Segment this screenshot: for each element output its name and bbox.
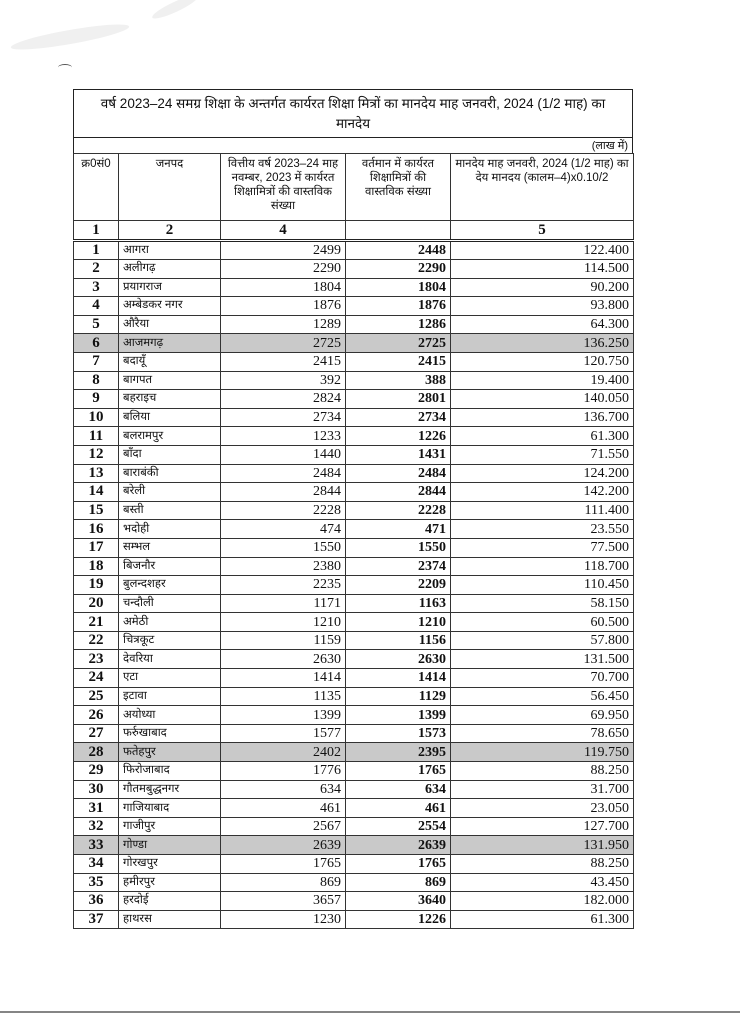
district-cell: अमेठी xyxy=(119,613,221,632)
nov-count-cell: 1765 xyxy=(221,855,346,874)
amount-cell: 136.250 xyxy=(451,334,634,353)
district-cell: बरेली xyxy=(119,483,221,502)
current-count-cell: 2395 xyxy=(346,743,451,762)
table-row xyxy=(74,873,634,892)
district-cell: बिजनौर xyxy=(119,557,221,576)
table-header-row xyxy=(74,154,634,221)
district-cell: फतेहपुर xyxy=(119,743,221,762)
serial-number-cell: 26 xyxy=(74,706,119,725)
serial-number-cell: 5 xyxy=(74,315,119,334)
nov-count-cell: 1399 xyxy=(221,706,346,725)
table-row xyxy=(74,650,634,669)
current-count-cell: 1550 xyxy=(346,538,451,557)
serial-number-cell: 6 xyxy=(74,334,119,353)
serial-number-cell: 18 xyxy=(74,557,119,576)
serial-number-cell: 20 xyxy=(74,594,119,613)
header-nov-count: वित्तीय वर्ष 2023–24 माह नवम्बर, 2023 में कार्यरत शिक्षामित्रों की वास्तविक संख्या xyxy=(221,154,346,221)
table-row xyxy=(74,594,634,613)
table-row xyxy=(74,855,634,874)
district-cell: औरैया xyxy=(119,315,221,334)
amount-cell: 57.800 xyxy=(451,631,634,650)
amount-cell: 70.700 xyxy=(451,669,634,688)
district-cell: गाजीपुर xyxy=(119,817,221,836)
nov-count-cell: 2484 xyxy=(221,464,346,483)
nov-count-cell: 1776 xyxy=(221,762,346,781)
amount-cell: 19.400 xyxy=(451,371,634,390)
table-row xyxy=(74,390,634,409)
current-count-cell: 1226 xyxy=(346,910,451,929)
header-district: जनपद xyxy=(119,154,221,221)
table-row xyxy=(74,706,634,725)
column-number: 4 xyxy=(221,221,346,241)
district-cell: गौतमबुद्धनगर xyxy=(119,780,221,799)
current-count-cell: 1399 xyxy=(346,706,451,725)
current-count-cell: 2801 xyxy=(346,390,451,409)
current-count-cell: 2290 xyxy=(346,260,451,279)
table-row xyxy=(74,762,634,781)
current-count-cell: 388 xyxy=(346,371,451,390)
table-body xyxy=(74,241,634,929)
district-cell: गाजियाबाद xyxy=(119,799,221,818)
serial-number-cell: 36 xyxy=(74,892,119,911)
header-current-count: वर्तमान में कार्यरत शिक्षामित्रों की वास्तविक संख्या xyxy=(346,154,451,221)
nov-count-cell: 1440 xyxy=(221,445,346,464)
nov-count-cell: 2630 xyxy=(221,650,346,669)
serial-number-cell: 8 xyxy=(74,371,119,390)
column-number: 5 xyxy=(451,221,634,241)
serial-number-cell: 10 xyxy=(74,408,119,427)
amount-cell: 136.700 xyxy=(451,408,634,427)
district-cell: बलिया xyxy=(119,408,221,427)
serial-number-cell: 12 xyxy=(74,445,119,464)
serial-number-cell: 7 xyxy=(74,352,119,371)
serial-number-cell: 14 xyxy=(74,483,119,502)
table-row xyxy=(74,743,634,762)
table-row xyxy=(74,501,634,520)
table-row xyxy=(74,557,634,576)
table-row xyxy=(74,799,634,818)
serial-number-cell: 31 xyxy=(74,799,119,818)
district-cell: बदायूँ xyxy=(119,352,221,371)
district-cell: भदोही xyxy=(119,520,221,539)
current-count-cell: 869 xyxy=(346,873,451,892)
nov-count-cell: 1159 xyxy=(221,631,346,650)
table-row xyxy=(74,427,634,446)
nov-count-cell: 1210 xyxy=(221,613,346,632)
table-row xyxy=(74,892,634,911)
scan-mark-arc xyxy=(58,64,72,71)
nov-count-cell: 2380 xyxy=(221,557,346,576)
nov-count-cell: 2567 xyxy=(221,817,346,836)
current-count-cell: 1163 xyxy=(346,594,451,613)
current-count-cell: 1156 xyxy=(346,631,451,650)
amount-cell: 31.700 xyxy=(451,780,634,799)
serial-number-cell: 30 xyxy=(74,780,119,799)
amount-cell: 43.450 xyxy=(451,873,634,892)
table-row xyxy=(74,538,634,557)
nov-count-cell: 634 xyxy=(221,780,346,799)
nov-count-cell: 2415 xyxy=(221,352,346,371)
header-amount: मानदेय माह जनवरी, 2024 (1/2 माह) का देय मानदय (कालम–4)x0.10/2 xyxy=(451,154,634,221)
amount-cell: 127.700 xyxy=(451,817,634,836)
table-row xyxy=(74,780,634,799)
amount-cell: 182.000 xyxy=(451,892,634,911)
amount-cell: 119.750 xyxy=(451,743,634,762)
header-serial: क्र0सं0 xyxy=(74,154,119,221)
amount-cell: 140.050 xyxy=(451,390,634,409)
current-count-cell: 1765 xyxy=(346,762,451,781)
amount-cell: 124.200 xyxy=(451,464,634,483)
current-count-cell: 2630 xyxy=(346,650,451,669)
table-row xyxy=(74,297,634,316)
current-count-cell: 1765 xyxy=(346,855,451,874)
table-row xyxy=(74,631,634,650)
table-row xyxy=(74,371,634,390)
nov-count-cell: 474 xyxy=(221,520,346,539)
table-row xyxy=(74,278,634,297)
current-count-cell: 2734 xyxy=(346,408,451,427)
table-row xyxy=(74,334,634,353)
district-cell: आगरा xyxy=(119,241,221,260)
table-row xyxy=(74,576,634,595)
district-cell: बाँदा xyxy=(119,445,221,464)
district-cell: बाराबंकी xyxy=(119,464,221,483)
nov-count-cell: 392 xyxy=(221,371,346,390)
current-count-cell: 1414 xyxy=(346,669,451,688)
table-row xyxy=(74,836,634,855)
serial-number-cell: 22 xyxy=(74,631,119,650)
district-cell: बागपत xyxy=(119,371,221,390)
amount-cell: 118.700 xyxy=(451,557,634,576)
table-row xyxy=(74,520,634,539)
current-count-cell: 1210 xyxy=(346,613,451,632)
current-count-cell: 2415 xyxy=(346,352,451,371)
district-cell: प्रयागराज xyxy=(119,278,221,297)
scan-smudge xyxy=(10,20,131,55)
nov-count-cell: 2235 xyxy=(221,576,346,595)
district-cell: बस्ती xyxy=(119,501,221,520)
current-count-cell: 1286 xyxy=(346,315,451,334)
nov-count-cell: 2290 xyxy=(221,260,346,279)
table-row xyxy=(74,483,634,502)
nov-count-cell: 461 xyxy=(221,799,346,818)
serial-number-cell: 13 xyxy=(74,464,119,483)
district-cell: चित्रकूट xyxy=(119,631,221,650)
current-count-cell: 2374 xyxy=(346,557,451,576)
amount-cell: 61.300 xyxy=(451,427,634,446)
district-cell: इटावा xyxy=(119,687,221,706)
district-cell: बुलन्दशहर xyxy=(119,576,221,595)
nov-count-cell: 3657 xyxy=(221,892,346,911)
current-count-cell: 2554 xyxy=(346,817,451,836)
district-cell: बलरामपुर xyxy=(119,427,221,446)
nov-count-cell: 1577 xyxy=(221,724,346,743)
column-number-row xyxy=(74,221,634,241)
nov-count-cell: 1550 xyxy=(221,538,346,557)
serial-number-cell: 1 xyxy=(74,241,119,260)
amount-cell: 71.550 xyxy=(451,445,634,464)
amount-cell: 122.400 xyxy=(451,241,634,260)
serial-number-cell: 24 xyxy=(74,669,119,688)
nov-count-cell: 2844 xyxy=(221,483,346,502)
amount-cell: 111.400 xyxy=(451,501,634,520)
current-count-cell: 461 xyxy=(346,799,451,818)
table-row xyxy=(74,352,634,371)
serial-number-cell: 17 xyxy=(74,538,119,557)
document-title: वर्ष 2023–24 समग्र शिक्षा के अन्तर्गत कार्यरत शिक्षा मित्रों का मानदेय माह जनवरी, 2024 (1/2 माह) का मानदेय xyxy=(73,89,633,137)
column-number: 1 xyxy=(74,221,119,241)
unit-note: (लाख में) xyxy=(73,137,633,153)
nov-count-cell: 1876 xyxy=(221,297,346,316)
current-count-cell: 2844 xyxy=(346,483,451,502)
serial-number-cell: 15 xyxy=(74,501,119,520)
nov-count-cell: 1414 xyxy=(221,669,346,688)
amount-cell: 110.450 xyxy=(451,576,634,595)
amount-cell: 120.750 xyxy=(451,352,634,371)
amount-cell: 114.500 xyxy=(451,260,634,279)
table-row xyxy=(74,669,634,688)
district-cell: बहराइच xyxy=(119,390,221,409)
column-number: 2 xyxy=(119,221,221,241)
column-number xyxy=(346,221,451,241)
current-count-cell: 1129 xyxy=(346,687,451,706)
nov-count-cell: 2734 xyxy=(221,408,346,427)
current-count-cell: 471 xyxy=(346,520,451,539)
district-cell: गोण्डा xyxy=(119,836,221,855)
table-row xyxy=(74,817,634,836)
district-cell: हरदोई xyxy=(119,892,221,911)
document-page xyxy=(73,89,633,929)
district-cell: अयोध्या xyxy=(119,706,221,725)
district-cell: हमीरपुर xyxy=(119,873,221,892)
amount-cell: 88.250 xyxy=(451,855,634,874)
serial-number-cell: 21 xyxy=(74,613,119,632)
current-count-cell: 1804 xyxy=(346,278,451,297)
district-cell: एटा xyxy=(119,669,221,688)
amount-cell: 131.500 xyxy=(451,650,634,669)
serial-number-cell: 11 xyxy=(74,427,119,446)
current-count-cell: 1573 xyxy=(346,724,451,743)
current-count-cell: 1876 xyxy=(346,297,451,316)
table-row xyxy=(74,241,634,260)
amount-cell: 131.950 xyxy=(451,836,634,855)
amount-cell: 23.050 xyxy=(451,799,634,818)
current-count-cell: 2725 xyxy=(346,334,451,353)
amount-cell: 56.450 xyxy=(451,687,634,706)
current-count-cell: 634 xyxy=(346,780,451,799)
amount-cell: 61.300 xyxy=(451,910,634,929)
table-row xyxy=(74,408,634,427)
serial-number-cell: 9 xyxy=(74,390,119,409)
nov-count-cell: 1135 xyxy=(221,687,346,706)
current-count-cell: 2448 xyxy=(346,241,451,260)
current-count-cell: 1226 xyxy=(346,427,451,446)
nov-count-cell: 2499 xyxy=(221,241,346,260)
serial-number-cell: 29 xyxy=(74,762,119,781)
nov-count-cell: 2639 xyxy=(221,836,346,855)
amount-cell: 88.250 xyxy=(451,762,634,781)
serial-number-cell: 34 xyxy=(74,855,119,874)
current-count-cell: 1431 xyxy=(346,445,451,464)
district-cell: फर्रुखाबाद xyxy=(119,724,221,743)
nov-count-cell: 2824 xyxy=(221,390,346,409)
serial-number-cell: 28 xyxy=(74,743,119,762)
district-cell: सम्भल xyxy=(119,538,221,557)
amount-cell: 23.550 xyxy=(451,520,634,539)
table-row xyxy=(74,315,634,334)
scan-smudge xyxy=(150,0,200,22)
amount-cell: 78.650 xyxy=(451,724,634,743)
nov-count-cell: 1230 xyxy=(221,910,346,929)
serial-number-cell: 2 xyxy=(74,260,119,279)
serial-number-cell: 32 xyxy=(74,817,119,836)
serial-number-cell: 3 xyxy=(74,278,119,297)
serial-number-cell: 27 xyxy=(74,724,119,743)
serial-number-cell: 19 xyxy=(74,576,119,595)
district-cell: देवरिया xyxy=(119,650,221,669)
district-cell: अलीगढ़ xyxy=(119,260,221,279)
table-row xyxy=(74,464,634,483)
table-row xyxy=(74,613,634,632)
nov-count-cell: 2725 xyxy=(221,334,346,353)
nov-count-cell: 869 xyxy=(221,873,346,892)
district-cell: आजमगढ़ xyxy=(119,334,221,353)
serial-number-cell: 33 xyxy=(74,836,119,855)
nov-count-cell: 1804 xyxy=(221,278,346,297)
serial-number-cell: 37 xyxy=(74,910,119,929)
district-cell: चन्दौली xyxy=(119,594,221,613)
nov-count-cell: 2402 xyxy=(221,743,346,762)
current-count-cell: 2228 xyxy=(346,501,451,520)
table-row xyxy=(74,724,634,743)
serial-number-cell: 25 xyxy=(74,687,119,706)
amount-cell: 77.500 xyxy=(451,538,634,557)
nov-count-cell: 2228 xyxy=(221,501,346,520)
district-cell: अम्बेडकर नगर xyxy=(119,297,221,316)
nov-count-cell: 1233 xyxy=(221,427,346,446)
amount-cell: 90.200 xyxy=(451,278,634,297)
current-count-cell: 2209 xyxy=(346,576,451,595)
amount-cell: 60.500 xyxy=(451,613,634,632)
nov-count-cell: 1289 xyxy=(221,315,346,334)
district-cell: हाथरस xyxy=(119,910,221,929)
table-row xyxy=(74,910,634,929)
current-count-cell: 2484 xyxy=(346,464,451,483)
district-cell: फिरोजाबाद xyxy=(119,762,221,781)
amount-cell: 142.200 xyxy=(451,483,634,502)
amount-cell: 93.800 xyxy=(451,297,634,316)
amount-cell: 64.300 xyxy=(451,315,634,334)
serial-number-cell: 16 xyxy=(74,520,119,539)
amount-cell: 69.950 xyxy=(451,706,634,725)
table-row xyxy=(74,687,634,706)
serial-number-cell: 35 xyxy=(74,873,119,892)
district-cell: गोरखपुर xyxy=(119,855,221,874)
nov-count-cell: 1171 xyxy=(221,594,346,613)
page-edge-line xyxy=(0,1011,740,1013)
current-count-cell: 2639 xyxy=(346,836,451,855)
current-count-cell: 3640 xyxy=(346,892,451,911)
amount-cell: 58.150 xyxy=(451,594,634,613)
serial-number-cell: 4 xyxy=(74,297,119,316)
table-row xyxy=(74,260,634,279)
table-row xyxy=(74,445,634,464)
serial-number-cell: 23 xyxy=(74,650,119,669)
honorarium-table xyxy=(73,153,634,929)
